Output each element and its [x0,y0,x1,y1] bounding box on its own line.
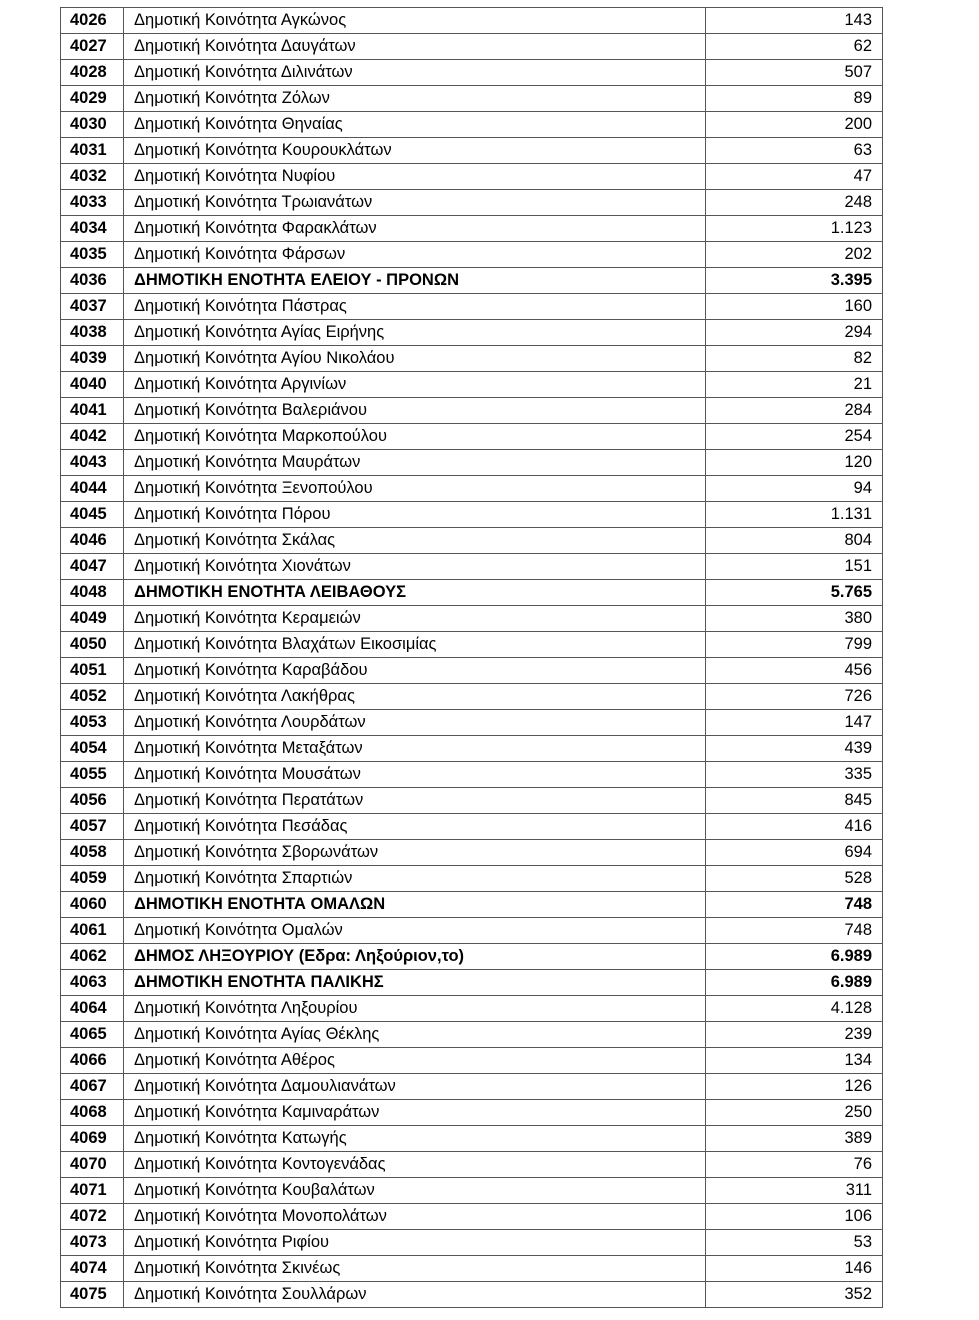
table-row [61,528,883,554]
row-name: Δημοτική Κοινότητα Κουβαλάτων [124,1178,706,1204]
population-table [60,7,883,1308]
row-name: Δημοτική Κοινότητα Νυφίου [124,164,706,190]
table-row [61,710,883,736]
table-row [61,606,883,632]
row-name: Δημοτική Κοινότητα Λακήθρας [124,684,706,710]
row-population: 4.128 [706,996,883,1022]
row-population: 82 [706,346,883,372]
row-population: 239 [706,1022,883,1048]
row-code: 4045 [61,502,124,528]
row-code: 4051 [61,658,124,684]
row-name: Δημοτική Κοινότητα Μαρκοπούλου [124,424,706,450]
table-row [61,60,883,86]
table-row [61,372,883,398]
row-name: Δημοτική Κοινότητα Κεραμειών [124,606,706,632]
row-code: 4050 [61,632,124,658]
row-name: Δημοτική Κοινότητα Σπαρτιών [124,866,706,892]
row-code: 4070 [61,1152,124,1178]
row-code: 4055 [61,762,124,788]
row-population: 804 [706,528,883,554]
row-code: 4049 [61,606,124,632]
row-name: Δημοτική Κοινότητα Βαλεριάνου [124,398,706,424]
row-population: 202 [706,242,883,268]
row-name: Δημοτική Κοινότητα Πάστρας [124,294,706,320]
row-population: 53 [706,1230,883,1256]
row-population: 5.765 [706,580,883,606]
row-code: 4060 [61,892,124,918]
row-code: 4054 [61,736,124,762]
row-name: Δημοτική Κοινότητα Αργινίων [124,372,706,398]
table-row [61,346,883,372]
summary-row [61,892,883,918]
row-name: Δημοτική Κοινότητα Κουρουκλάτων [124,138,706,164]
row-code: 4075 [61,1282,124,1308]
table-row [61,1178,883,1204]
table-row [61,1256,883,1282]
summary-row [61,944,883,970]
table-row [61,242,883,268]
row-code: 4032 [61,164,124,190]
table-row [61,450,883,476]
row-code: 4036 [61,268,124,294]
row-population: 845 [706,788,883,814]
row-code: 4057 [61,814,124,840]
row-code: 4073 [61,1230,124,1256]
table-row [61,1282,883,1308]
row-code: 4067 [61,1074,124,1100]
row-name: Δημοτική Κοινότητα Κατωγής [124,1126,706,1152]
row-name: Δημοτική Κοινότητα Ληξουρίου [124,996,706,1022]
table-row [61,1022,883,1048]
row-population: 3.395 [706,268,883,294]
row-name: Δημοτική Κοινότητα Αγίας Θέκλης [124,1022,706,1048]
row-population: 160 [706,294,883,320]
table-row [61,190,883,216]
row-code: 4064 [61,996,124,1022]
row-code: 4058 [61,840,124,866]
row-population: 254 [706,424,883,450]
row-name: Δημοτική Κοινότητα Αγίου Νικολάου [124,346,706,372]
row-population: 380 [706,606,883,632]
table-row [61,840,883,866]
row-population: 250 [706,1100,883,1126]
row-name: Δημοτική Κοινότητα Ξενοπούλου [124,476,706,502]
row-population: 1.123 [706,216,883,242]
row-name: Δημοτική Κοινότητα Μουσάτων [124,762,706,788]
table-row [61,476,883,502]
row-population: 200 [706,112,883,138]
row-code: 4059 [61,866,124,892]
row-population: 352 [706,1282,883,1308]
row-code: 4026 [61,8,124,34]
row-population: 126 [706,1074,883,1100]
row-population: 76 [706,1152,883,1178]
table-row [61,138,883,164]
row-name: Δημοτική Κοινότητα Περατάτων [124,788,706,814]
table-row [61,788,883,814]
row-population: 89 [706,86,883,112]
row-population: 416 [706,814,883,840]
row-code: 4047 [61,554,124,580]
row-name: Δημοτική Κοινότητα Φαρακλάτων [124,216,706,242]
row-population: 456 [706,658,883,684]
row-name: ΔΗΜΟΤΙΚΗ ΕΝΟΤΗΤΑ ΕΛΕΙΟΥ - ΠΡΟΝΩΝ [124,268,706,294]
row-population: 106 [706,1204,883,1230]
row-name: Δημοτική Κοινότητα Κοντογενάδας [124,1152,706,1178]
table-row [61,1152,883,1178]
table-row [61,294,883,320]
row-name: Δημοτική Κοινότητα Μεταξάτων [124,736,706,762]
row-name: Δημοτική Κοινότητα Βλαχάτων Εικοσιμίας [124,632,706,658]
row-population: 294 [706,320,883,346]
row-name: Δημοτική Κοινότητα Μονοπολάτων [124,1204,706,1230]
table-row [61,1204,883,1230]
row-code: 4038 [61,320,124,346]
row-population: 134 [706,1048,883,1074]
row-name: Δημοτική Κοινότητα Διλινάτων [124,60,706,86]
row-code: 4063 [61,970,124,996]
table-row [61,554,883,580]
table-row [61,1126,883,1152]
table-row [61,1100,883,1126]
row-name: ΔΗΜΟΣ ΛΗΞΟΥΡΙΟΥ (Εδρα: Ληξούριον,το) [124,944,706,970]
table-row [61,398,883,424]
row-name: Δημοτική Κοινότητα Σουλλάρων [124,1282,706,1308]
table-row [61,866,883,892]
table-row [61,762,883,788]
table-row [61,814,883,840]
row-name: Δημοτική Κοινότητα Δαμουλιανάτων [124,1074,706,1100]
row-name: Δημοτική Κοινότητα Ριφίου [124,1230,706,1256]
row-population: 439 [706,736,883,762]
row-population: 284 [706,398,883,424]
row-code: 4072 [61,1204,124,1230]
row-population: 47 [706,164,883,190]
row-code: 4056 [61,788,124,814]
row-population: 6.989 [706,944,883,970]
row-code: 4074 [61,1256,124,1282]
row-population: 726 [706,684,883,710]
row-code: 4053 [61,710,124,736]
table-row [61,86,883,112]
row-population: 143 [706,8,883,34]
row-population: 248 [706,190,883,216]
table-row [61,320,883,346]
row-name: Δημοτική Κοινότητα Σβορωνάτων [124,840,706,866]
summary-row [61,268,883,294]
row-name: ΔΗΜΟΤΙΚΗ ΕΝΟΤΗΤΑ ΛΕΙΒΑΘΟΥΣ [124,580,706,606]
row-code: 4033 [61,190,124,216]
row-population: 799 [706,632,883,658]
row-population: 507 [706,60,883,86]
row-name: Δημοτική Κοινότητα Δαυγάτων [124,34,706,60]
row-code: 4040 [61,372,124,398]
row-population: 63 [706,138,883,164]
row-name: Δημοτική Κοινότητα Μαυράτων [124,450,706,476]
row-name: Δημοτική Κοινότητα Καμιναράτων [124,1100,706,1126]
row-name: Δημοτική Κοινότητα Θηναίας [124,112,706,138]
row-population: 62 [706,34,883,60]
row-code: 4066 [61,1048,124,1074]
summary-row [61,970,883,996]
row-code: 4039 [61,346,124,372]
row-name: Δημοτική Κοινότητα Χιονάτων [124,554,706,580]
row-population: 21 [706,372,883,398]
table-row [61,8,883,34]
row-population: 94 [706,476,883,502]
row-population: 335 [706,762,883,788]
row-population: 120 [706,450,883,476]
row-population: 528 [706,866,883,892]
row-code: 4046 [61,528,124,554]
row-code: 4052 [61,684,124,710]
row-name: ΔΗΜΟΤΙΚΗ ΕΝΟΤΗΤΑ ΠΑΛΙΚΗΣ [124,970,706,996]
row-population: 6.989 [706,970,883,996]
table-row [61,1230,883,1256]
table-row [61,1074,883,1100]
population-table-body [61,8,883,1308]
row-code: 4035 [61,242,124,268]
summary-row [61,580,883,606]
table-row [61,424,883,450]
table-row [61,996,883,1022]
row-population: 147 [706,710,883,736]
row-name: Δημοτική Κοινότητα Αγίας Ειρήνης [124,320,706,346]
row-name: Δημοτική Κοινότητα Πεσάδας [124,814,706,840]
table-row [61,632,883,658]
row-population: 151 [706,554,883,580]
table-row [61,164,883,190]
row-code: 4028 [61,60,124,86]
row-code: 4034 [61,216,124,242]
row-name: ΔΗΜΟΤΙΚΗ ΕΝΟΤΗΤΑ ΟΜΑΛΩΝ [124,892,706,918]
row-population: 1.131 [706,502,883,528]
row-code: 4031 [61,138,124,164]
row-code: 4030 [61,112,124,138]
row-code: 4029 [61,86,124,112]
row-population: 694 [706,840,883,866]
row-code: 4069 [61,1126,124,1152]
row-population: 146 [706,1256,883,1282]
row-name: Δημοτική Κοινότητα Καραβάδου [124,658,706,684]
row-name: Δημοτική Κοινότητα Πόρου [124,502,706,528]
table-row [61,112,883,138]
table-row [61,736,883,762]
row-code: 4044 [61,476,124,502]
table-row [61,684,883,710]
table-row [61,658,883,684]
row-name: Δημοτική Κοινότητα Αγκώνος [124,8,706,34]
row-population: 389 [706,1126,883,1152]
row-name: Δημοτική Κοινότητα Αθέρος [124,1048,706,1074]
row-name: Δημοτική Κοινότητα Τρωιανάτων [124,190,706,216]
row-code: 4048 [61,580,124,606]
row-code: 4043 [61,450,124,476]
row-code: 4027 [61,34,124,60]
table-row [61,216,883,242]
row-code: 4065 [61,1022,124,1048]
row-name: Δημοτική Κοινότητα Σκάλας [124,528,706,554]
row-name: Δημοτική Κοινότητα Φάρσων [124,242,706,268]
row-code: 4042 [61,424,124,450]
row-population: 311 [706,1178,883,1204]
table-row [61,34,883,60]
row-name: Δημοτική Κοινότητα Ζόλων [124,86,706,112]
row-code: 4061 [61,918,124,944]
row-code: 4071 [61,1178,124,1204]
row-code: 4068 [61,1100,124,1126]
table-row [61,918,883,944]
row-code: 4037 [61,294,124,320]
row-name: Δημοτική Κοινότητα Ομαλών [124,918,706,944]
row-name: Δημοτική Κοινότητα Λουρδάτων [124,710,706,736]
row-name: Δημοτική Κοινότητα Σκινέως [124,1256,706,1282]
table-row [61,1048,883,1074]
table-row [61,502,883,528]
row-population: 748 [706,918,883,944]
row-code: 4062 [61,944,124,970]
row-code: 4041 [61,398,124,424]
row-population: 748 [706,892,883,918]
